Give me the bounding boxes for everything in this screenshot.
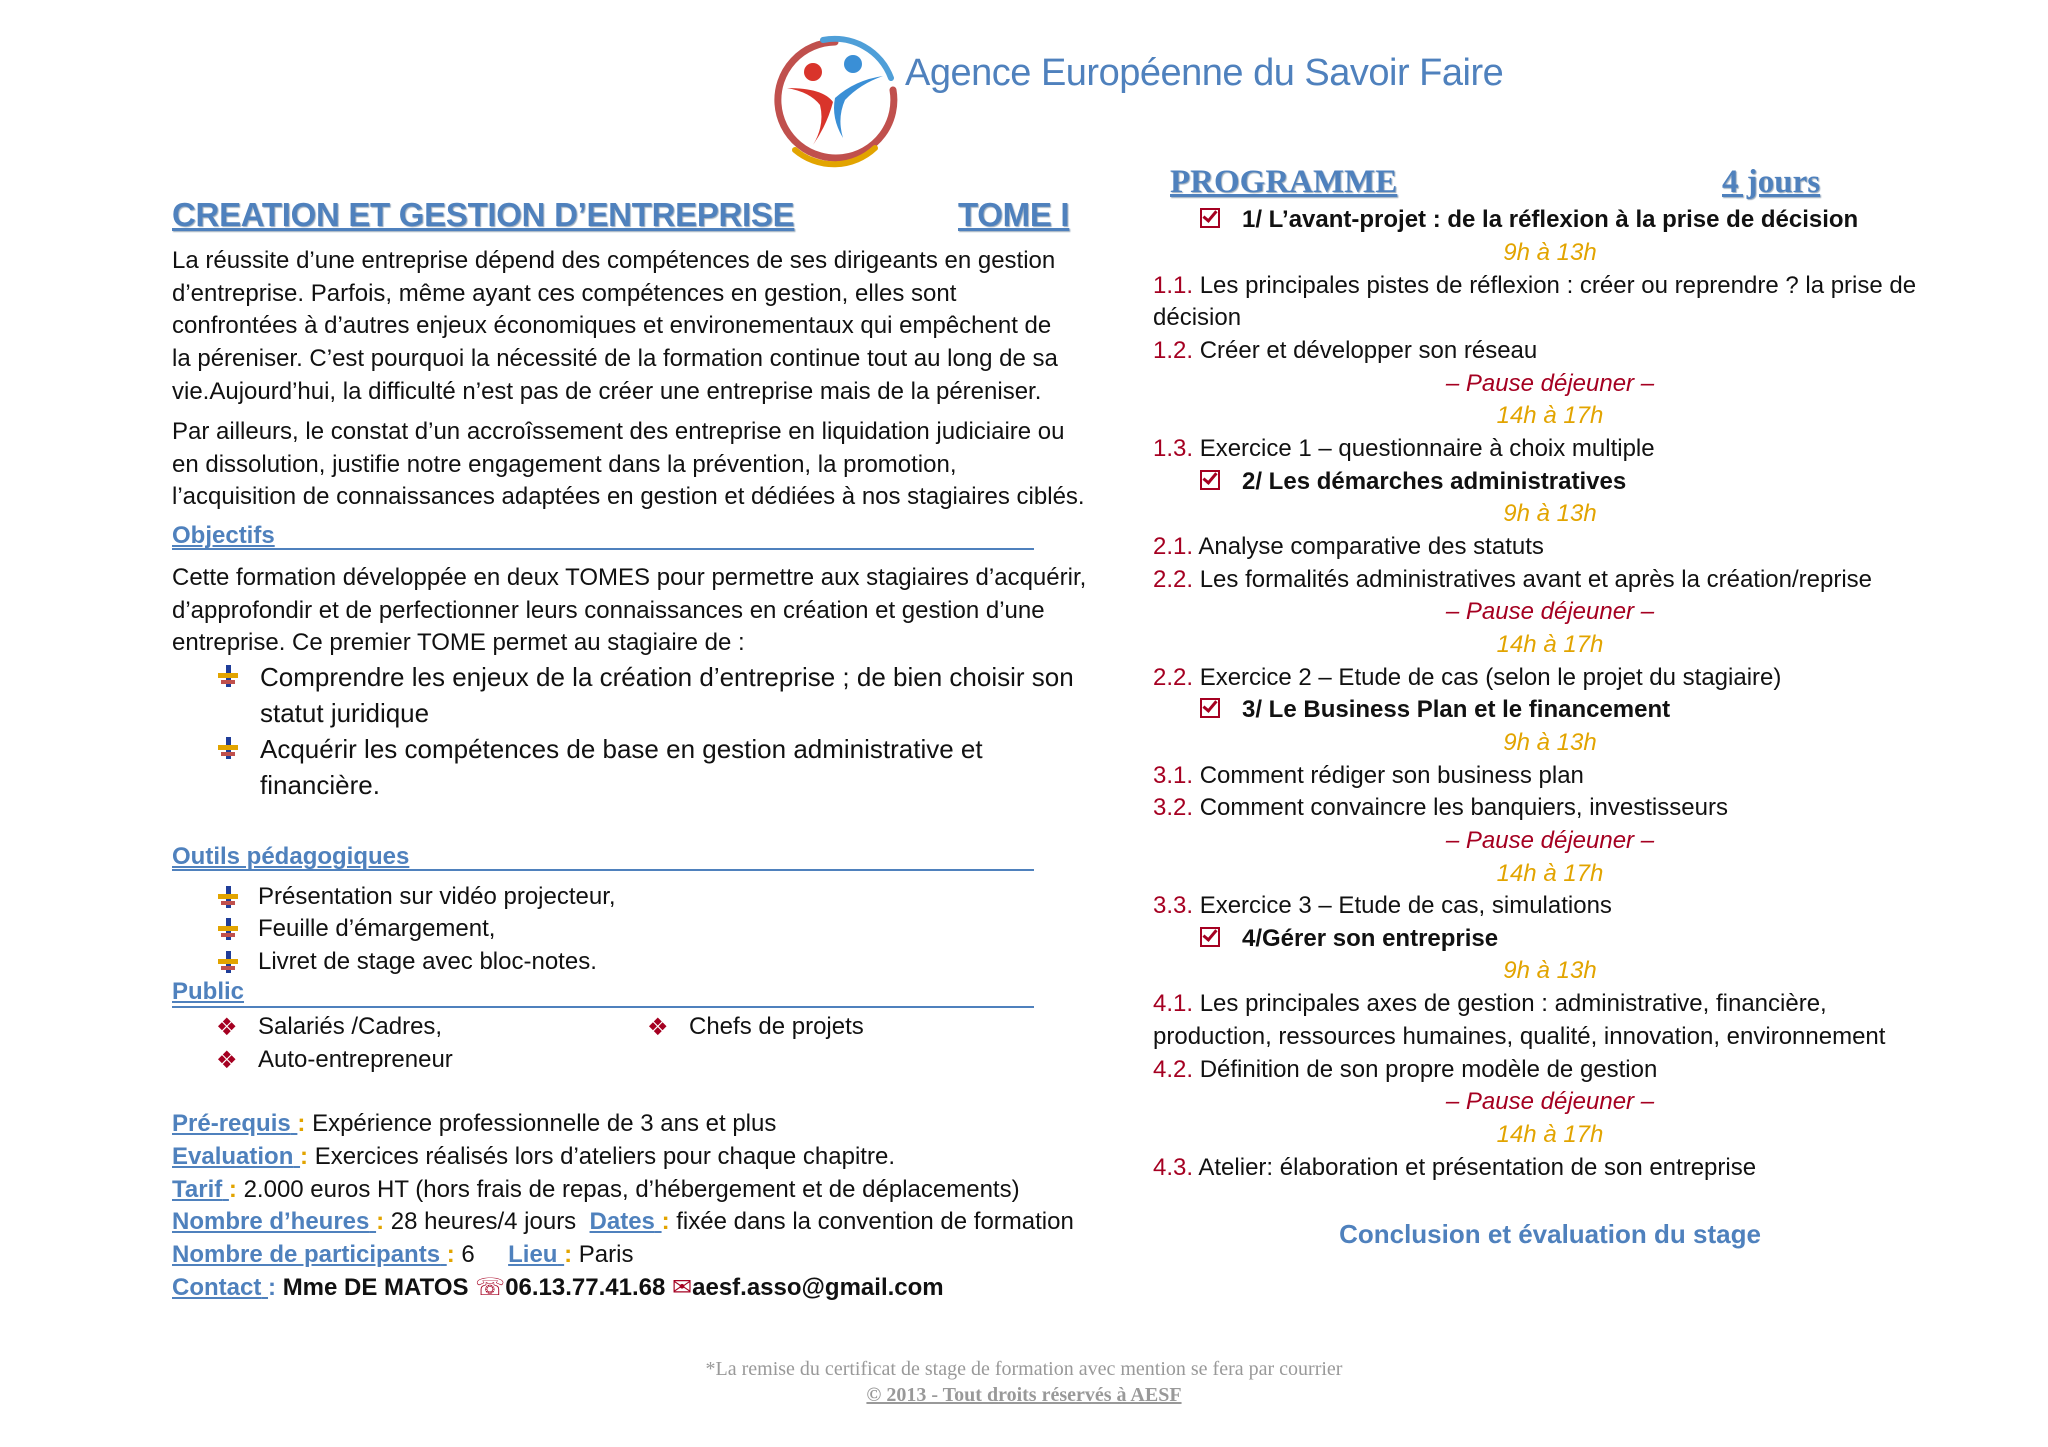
module-title: 3/ Le Business Plan et le financement [1242,696,1671,723]
prerequis-row [172,1108,776,1141]
item-text: Les principales pistes de réflexion : créer ou reprendre ? la prise de [1199,272,1917,299]
item-text: Créer et développer son réseau [1199,337,1538,364]
bullet-icon [218,737,238,759]
course-title-row [172,196,1102,234]
item-number: 4.1. [1153,990,1194,1017]
item-number: 4.3. [1153,1154,1194,1181]
module-title: 2/ Les démarches administratives [1242,468,1627,495]
lieu-label: Lieu [508,1241,558,1268]
item-number: 3.2. [1153,794,1194,821]
participants-label: Nombre de participants [172,1241,441,1268]
module-title: 4/Gérer son entreprise [1242,925,1499,952]
item-text: Les formalités administratives avant et après la création/reprise [1199,566,1873,593]
item-number: 1.3. [1153,435,1194,462]
colon: : [564,1241,573,1268]
bullet-icon [218,886,238,908]
public-item: Salariés /Cadres, [258,1013,443,1040]
objectif-line: Comprendre les enjeux de la création d’entreprise ; de bien choisir son [260,662,1074,692]
program-item [1153,564,1872,597]
time-afternoon: 14h à 17h [1496,860,1604,887]
evaluation-label: Evaluation [172,1143,294,1170]
contact-label: Contact [172,1274,262,1301]
time-afternoon: 14h à 17h [1496,402,1604,429]
contact-email[interactable]: aesf.asso@gmail.com [692,1274,944,1301]
checkbox-icon [1200,698,1220,718]
divider [172,869,1034,871]
objectifs-line: Cette formation développée en deux TOMES pour permettre aux stagiaires d’acquérir, [172,564,1087,591]
diamond-bullet-icon: ❖ [216,1014,238,1041]
programme-title: PROGRAMME [1170,164,1398,200]
program-item [1153,531,1544,564]
tarif-value: 2.000 euros HT (hors frais de repas, d’hébergement et de déplacements) [243,1176,1020,1203]
objectifs-paragraph [172,562,1102,660]
objectifs-line: d’approfondir et de perfectionner leurs connaissances en création et gestion d’une [172,596,1045,624]
objectifs-heading: Objectifs [172,522,275,549]
item-number: 3.3. [1153,892,1194,919]
program-item [1153,988,1827,1021]
bullet-icon [218,918,238,940]
program-item [1153,335,1537,368]
item-text: Exercice 3 – Etude de cas, simulations [1199,892,1612,919]
colon: : [228,1176,237,1203]
objectif-line: financière. [260,770,380,800]
item-number: 3.1. [1153,762,1194,789]
item-text: Comment convaincre les banquiers, investisseurs [1199,794,1728,821]
checkbox-icon [1200,927,1220,947]
program-item [1153,1054,1657,1087]
module-4 [1200,923,1498,956]
checkbox-icon [1200,208,1220,228]
lunch-break: – Pause déjeuner – [1445,370,1655,397]
item-text: Analyse comparative des statuts [1198,533,1544,560]
intro-line: Par ailleurs, le constat d’un accroîssement des entreprise en liquidation judiciaire ou [172,418,1065,445]
intro-line: confrontées à d’autres enjeux économiques et environementaux qui empêchent de [172,312,1052,340]
contact-name: Mme DE MATOS [282,1274,469,1301]
aesf-logo [765,30,905,170]
program-item [1153,662,1781,695]
objectif-line: statut juridique [260,698,430,728]
evaluation-value: Exercices réalisés lors d’ateliers pour chaque chapitre. [314,1143,895,1170]
outils-heading: Outils pédagogiques [172,843,410,870]
programme-duration: 4 jours [1722,164,1821,200]
divider [172,548,1034,550]
item-number: 4.2. [1153,1056,1194,1083]
contact-phone[interactable]: 06.13.77.41.68 [505,1274,666,1301]
colon: : [661,1208,670,1235]
program-item [1153,760,1584,793]
program-item [1153,433,1655,466]
item-text: Les principales axes de gestion : administrative, financière, [1199,990,1827,1017]
outil-item: Feuille d’émargement, [258,915,496,942]
module-2 [1200,466,1626,499]
colon: : [376,1208,385,1235]
heures-row [172,1206,1074,1239]
item-text: Exercice 1 – questionnaire à choix multiple [1199,435,1655,462]
intro-line: la péreniser. C’est pourquoi la nécessité de la formation continue tout au long de sa [172,345,1058,373]
lieu-value: Paris [578,1241,634,1268]
phone-icon: ☏ [475,1274,506,1301]
colon: : [446,1241,455,1268]
time-afternoon: 14h à 17h [1496,1121,1604,1148]
mail-icon: ✉ [672,1274,693,1301]
dates-value: fixée dans la convention de formation [676,1208,1074,1235]
bullet-icon [218,951,238,973]
public-heading: Public [172,978,245,1005]
course-title: CREATION ET GESTION D’ENTREPRISE [172,196,795,233]
item-text: Exercice 2 – Etude de cas (selon le projet du stagiaire) [1199,664,1782,691]
item-number: 2.2. [1153,664,1194,691]
intro-line: d’entreprise. Parfois, même ayant ces compétences en gestion, elles sont [172,279,957,307]
intro-paragraph-1 [172,245,1102,409]
time-morning: 9h à 13h [1503,957,1597,984]
footer-note: *La remise du certificat de stage de formation avec mention se fera par courrier [705,1358,1343,1380]
conclusion-heading: Conclusion et évaluation du stage [1339,1219,1761,1249]
intro-line: La réussite d’une entreprise dépend des compétences de ses dirigeants en gestion [172,247,1056,274]
divider [172,1006,1034,1008]
prerequis-label: Pré-requis [172,1110,291,1137]
program-item [1153,890,1612,923]
time-morning: 9h à 13h [1503,500,1597,527]
time-morning: 9h à 13h [1503,729,1597,756]
lunch-break: – Pause déjeuner – [1445,1088,1655,1115]
evaluation-row [172,1141,895,1174]
dates-label: Dates [589,1208,655,1235]
item-number: 2.2. [1153,566,1194,593]
module-1 [1200,204,1858,237]
lunch-break: – Pause déjeuner – [1445,827,1655,854]
item-text: Définition de son propre modèle de gestion [1199,1056,1658,1083]
item-text: Comment rédiger son business plan [1199,762,1584,789]
outil-item: Livret de stage avec bloc-notes. [258,948,597,975]
public-item: Auto-entrepreneur [258,1046,453,1073]
tarif-row [172,1174,1020,1207]
heures-label: Nombre d’heures [172,1208,370,1235]
intro-line: l’acquisition de connaissances adaptées en gestion et dédiées à nos stagiaires ciblés. [172,483,1085,511]
intro-line: en dissolution, justifie notre engagement dans la prévention, la promotion, [172,450,957,478]
outil-item: Présentation sur vidéo projecteur, [258,883,616,910]
public-item: Chefs de projets [689,1013,864,1040]
heures-value: 28 heures/4 jours [390,1208,577,1235]
programme-title-row [1170,164,1830,201]
time-afternoon: 14h à 17h [1496,631,1604,658]
program-item-continued: production, ressources humaines, qualité, innovation, environnement [1153,1023,1886,1050]
footer-copyright: © 2013 - Tout droits réservés à AESF [866,1384,1182,1406]
program-item [1153,270,1916,303]
participants-row [172,1239,633,1272]
contact-row [172,1272,944,1305]
prerequis-value: Expérience professionnelle de 3 ans et plus [312,1110,777,1137]
intro-line: vie.Aujourd’hui, la difficulté n’est pas de créer une entreprise mais de la péreniser. [172,377,1042,405]
program-item-continued: décision [1153,304,1242,331]
objectif-item [260,659,1074,731]
item-number: 1.2. [1153,337,1194,364]
objectif-item [260,731,983,803]
agency-name: Agence Européenne du Savoir Faire [905,52,1504,94]
participants-value: 6 [461,1241,475,1268]
colon: : [297,1110,306,1137]
module-3 [1200,694,1670,727]
tarif-label: Tarif [172,1176,223,1203]
item-text: Atelier: élaboration et présentation de son entreprise [1198,1154,1757,1181]
bullet-icon [218,665,238,687]
objectif-line: Acquérir les compétences de base en gestion administrative et [260,734,983,764]
intro-paragraph-2 [172,416,1102,514]
lunch-break: – Pause déjeuner – [1445,598,1655,625]
objectifs-line: entreprise. Ce premier TOME permet au stagiaire de : [172,629,745,657]
module-title: 1/ L’avant-projet : de la réflexion à la prise de décision [1242,206,1859,233]
item-number: 2.1. [1153,533,1194,560]
colon: : [300,1143,309,1170]
item-number: 1.1. [1153,272,1194,299]
colon: : [268,1274,277,1301]
tome-label: TOME I [958,196,1070,233]
time-morning: 9h à 13h [1503,239,1597,266]
program-item [1153,792,1728,825]
diamond-bullet-icon: ❖ [216,1047,238,1074]
diamond-bullet-icon: ❖ [647,1014,669,1041]
checkbox-icon [1200,470,1220,490]
program-item [1153,1152,1756,1185]
